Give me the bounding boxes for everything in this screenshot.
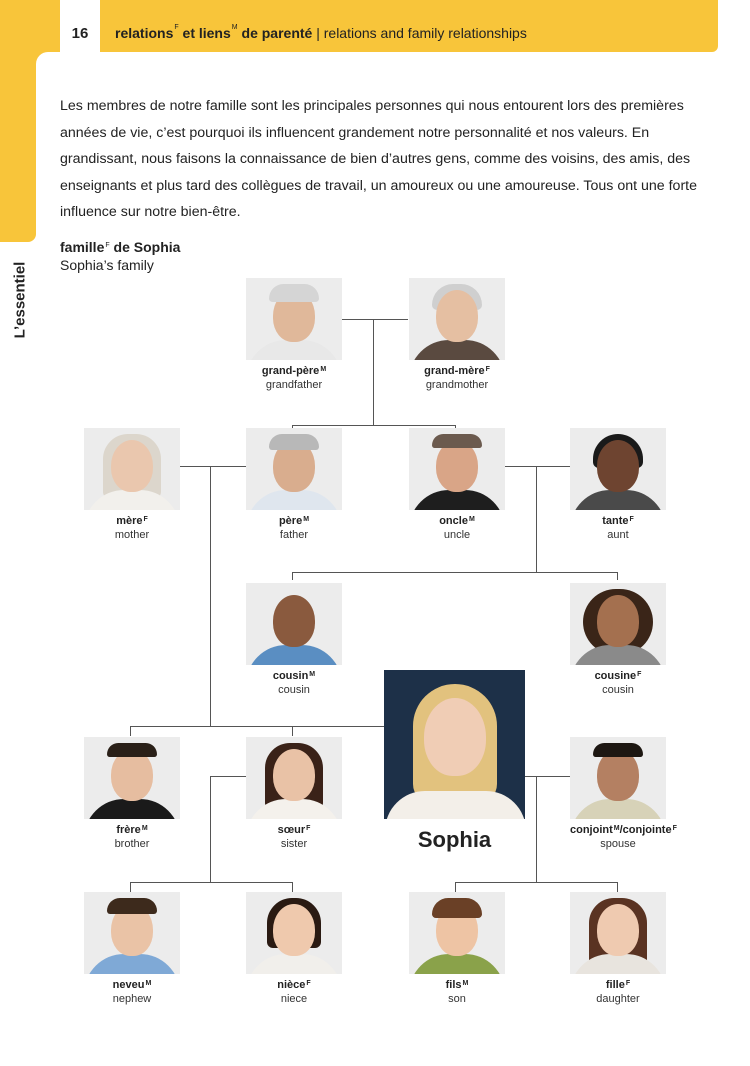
uncle-photo [409,428,505,510]
sophia-name: Sophia [417,827,492,852]
label-fr: neveu [112,979,145,991]
label-fr: mère [116,515,143,527]
caption [409,514,505,542]
gender-mark: M [145,980,152,987]
intro-paragraph: Les membres de notre famille sont les principales personnes qui nous entourent lors des premières années de vie, c’est pourquoi ils influencent grandement notre personnalité et nos valeurs. En grandissant, nous faisons la connaissance de bien d’autres gens, comme des voisins, des amis, des enseignants et plus tard des collègues de travail, un amoureux ou une amoureuse. Tous ont une forte influence sur notre bien-être. [60,98,698,220]
tree-line [536,466,537,572]
label-en: daughter [596,993,640,1005]
tree-line [130,726,384,727]
gender-mark: M [303,516,310,523]
label-en: grandmother [425,379,489,391]
tree-line [130,882,131,892]
caption [246,823,342,851]
gender-mark: F [306,980,311,987]
tree-line [373,319,374,425]
aunt-photo [570,428,666,510]
tree-line [525,776,570,777]
caption [570,978,666,1006]
label-fr: frère [116,824,141,836]
label-en: niece [280,993,308,1005]
side-tab-label: L’essentiel [11,261,29,339]
gender-mark: F [637,671,642,678]
son-photo [409,892,505,974]
gender-mark: M [320,366,327,373]
header-title-fr-1: relations [115,25,174,41]
gender-mark: M [613,825,620,832]
label-en: son [448,993,466,1005]
tree-line [617,572,618,580]
label-en: aunt [607,529,629,541]
header-title [115,25,527,41]
spouse-photo [570,737,666,819]
person-cousin-f [570,583,666,697]
grandmother-photo [409,278,505,360]
gender-mark: F [625,980,631,987]
person-sophia [384,670,525,853]
tree-line [617,882,618,892]
tree-line [292,726,293,736]
gender-mark: M [462,980,469,987]
person-aunt [570,428,666,542]
mother-photo [84,428,180,510]
niece-photo [246,892,342,974]
label-fr: cousin [272,670,309,682]
brother-photo [84,737,180,819]
label-en: cousin [602,684,634,696]
gender-mark: F [105,242,110,249]
caption [570,823,677,851]
family-title-en: Sophia’s family [60,257,154,273]
person-daughter [570,892,666,1006]
label-en: cousin [278,684,310,696]
caption [84,978,180,1006]
side-tab [0,0,36,242]
caption [246,514,342,542]
tree-line [292,882,293,892]
label-fr-2: /conjointe [619,824,672,836]
label-en: brother [114,838,150,850]
label-fr: conjoint [570,824,613,836]
daughter-photo [570,892,666,974]
gender-mark: F [306,825,311,832]
label-en: grandfather [265,379,323,391]
side-tab-corner [36,0,60,70]
label-en: father [279,529,309,541]
header-title-fr-3: de parenté [241,25,313,41]
label-fr: grand-père [261,365,320,377]
caption [246,669,342,697]
tree-line [292,425,455,426]
person-spouse [570,737,677,851]
gender-mark: M [231,24,238,31]
page-number: 16 [60,0,100,52]
label-fr: nièce [277,979,306,991]
tree-line [455,882,618,883]
person-father [246,428,342,542]
caption [246,978,342,1006]
gender-mark: M [309,671,316,678]
gender-mark: F [143,516,148,523]
label-fr: sœur [277,824,306,836]
label-fr: oncle [439,515,468,527]
gender-mark: F [174,24,179,31]
sophia-photo [384,670,525,819]
gender-mark: M [141,825,148,832]
person-sister [246,737,342,851]
header-title-en: | relations and family relationships [316,25,527,41]
father-photo [246,428,342,510]
label-fr: fils [445,979,462,991]
tree-line [210,776,246,777]
label-fr: cousine [594,670,637,682]
label-en: uncle [443,529,471,541]
label-fr: fille [605,979,625,991]
caption [570,669,666,697]
family-title-fr-2: de Sophia [113,239,181,255]
gender-mark: F [629,516,634,523]
label-en: nephew [112,993,152,1005]
tree-line [536,776,537,882]
label-en: spouse [600,838,636,850]
tree-line [176,466,246,467]
person-grandmother [409,278,505,392]
caption [570,514,666,542]
caption [246,364,342,392]
gender-mark: F [485,366,490,373]
gender-mark: F [672,825,677,832]
tree-line [455,882,456,892]
caption [84,823,180,851]
label-en: mother [114,529,150,541]
tree-line [130,882,293,883]
caption [84,514,180,542]
tree-line [210,776,211,882]
cousin-f-photo [570,583,666,665]
grandfather-photo [246,278,342,360]
family-title-fr: famille [60,239,105,255]
person-uncle [409,428,505,542]
family-title [60,238,180,274]
caption [409,364,505,392]
header-title-fr-2: et liens [182,25,231,41]
cousin-m-photo [246,583,342,665]
tree-line [130,726,131,736]
person-cousin-m [246,583,342,697]
label-fr: père [278,515,303,527]
tree-line [292,572,618,573]
person-niece [246,892,342,1006]
tree-line [210,466,211,726]
label-fr: tante [602,515,629,527]
person-brother [84,737,180,851]
sister-photo [246,737,342,819]
person-grandfather [246,278,342,392]
caption [409,978,505,1006]
tree-line [292,572,293,580]
person-mother [84,428,180,542]
person-son [409,892,505,1006]
label-en: sister [280,838,308,850]
gender-mark: M [468,516,475,523]
label-fr: grand-mère [424,365,485,377]
nephew-photo [84,892,180,974]
person-nephew [84,892,180,1006]
